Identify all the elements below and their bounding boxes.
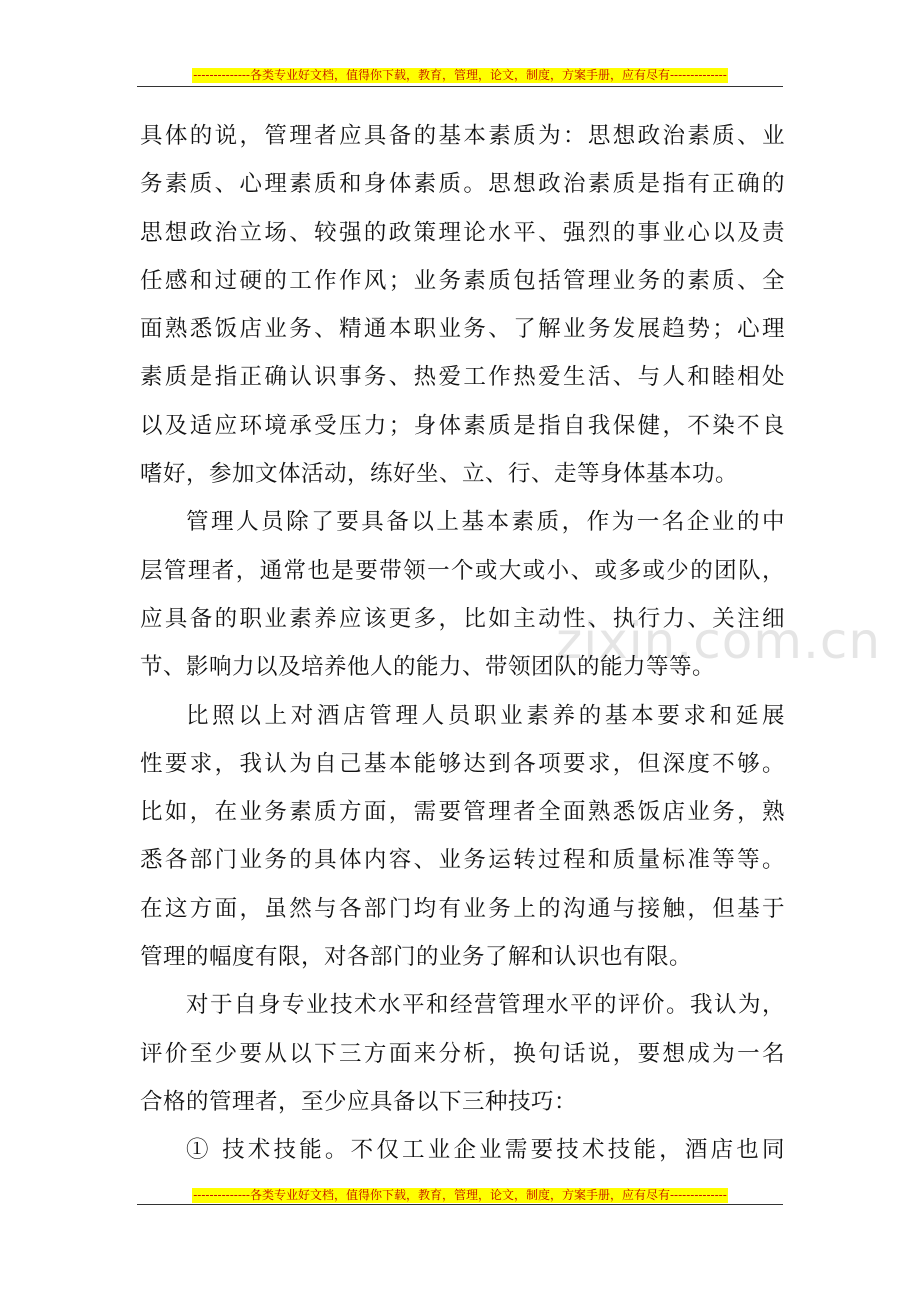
body-line: 评价至少要从以下三方面来分析，换句话说，要想成为一名: [140, 1040, 785, 1067]
paragraph-start-line: 比照以上对酒店管理人员职业素养的基本要求和延展: [186, 702, 785, 729]
body-line: 比如，在业务素质方面，需要管理者全面熟悉饭店业务，熟: [140, 799, 785, 826]
document-body: [140, 112, 785, 1175]
body-line: 合格的管理者，至少应具备以下三种技巧：: [140, 1088, 578, 1115]
footer-rule: [137, 1204, 783, 1205]
body-line: 任感和过硬的工作作风；业务素质包括管理业务的素质、全: [140, 267, 785, 294]
body-line: 务素质、心理素质和身体素质。思想政治素质是指有正确的: [140, 171, 785, 198]
footer-banner: [0, 1184, 920, 1203]
body-line: 应具备的职业素养应该更多，比如主动性、执行力、关注细: [140, 605, 785, 632]
body-line: 性要求，我认为自己基本能够达到各项要求，但深度不够。: [140, 750, 785, 777]
body-line: 嗜好，参加文体活动，练好坐、立、行、走等身体基本功。: [140, 461, 739, 488]
header-banner-text: --------------各类专业好文档，值得你下载，教育，管理，论文，制度，方案手册，应有尽有--------------: [193, 68, 727, 82]
body-line: 以及适应环境承受压力；身体素质是指自我保健，不染不良: [140, 412, 785, 439]
body-line: 在这方面，虽然与各部门均有业务上的沟通与接触，但基于: [140, 895, 785, 922]
header-rule: [137, 86, 783, 87]
paragraph-start-line: 对于自身专业技术水平和经营管理水平的评价。我认为，: [186, 992, 785, 1019]
list-item-line: ① 技术技能。不仅工业企业需要技术技能，酒店也同: [186, 1137, 785, 1164]
footer-banner-text: --------------各类专业好文档，值得你下载，教育，管理，论文，制度，方案手册，应有尽有--------------: [193, 1188, 727, 1202]
paragraph-start-line: 管理人员除了要具备以上基本素质，作为一名企业的中: [186, 509, 785, 536]
body-line: 思想政治立场、较强的政策理论水平、强烈的事业心以及责: [140, 219, 785, 246]
body-line: 层管理者，通常也是要带领一个或大或小、或多或少的团队，: [140, 557, 785, 584]
body-line: 节、影响力以及培养他人的能力、带领团队的能力等等。: [140, 654, 716, 681]
body-line: 管理的幅度有限，对各部门的业务了解和认识也有限。: [140, 944, 693, 971]
body-line: 面熟悉饭店业务、精通本职业务、了解业务发展趋势；心理: [140, 316, 785, 343]
watermark: zixin.com.cn: [556, 612, 882, 670]
body-line: 悉各部门业务的具体内容、业务运转过程和质量标准等等。: [140, 847, 785, 874]
body-line: 具体的说，管理者应具备的基本素质为：思想政治素质、业: [140, 123, 785, 149]
body-line: 素质是指正确认识事务、热爱工作热爱生活、与人和睦相处: [140, 364, 785, 391]
header-banner: [0, 64, 920, 83]
